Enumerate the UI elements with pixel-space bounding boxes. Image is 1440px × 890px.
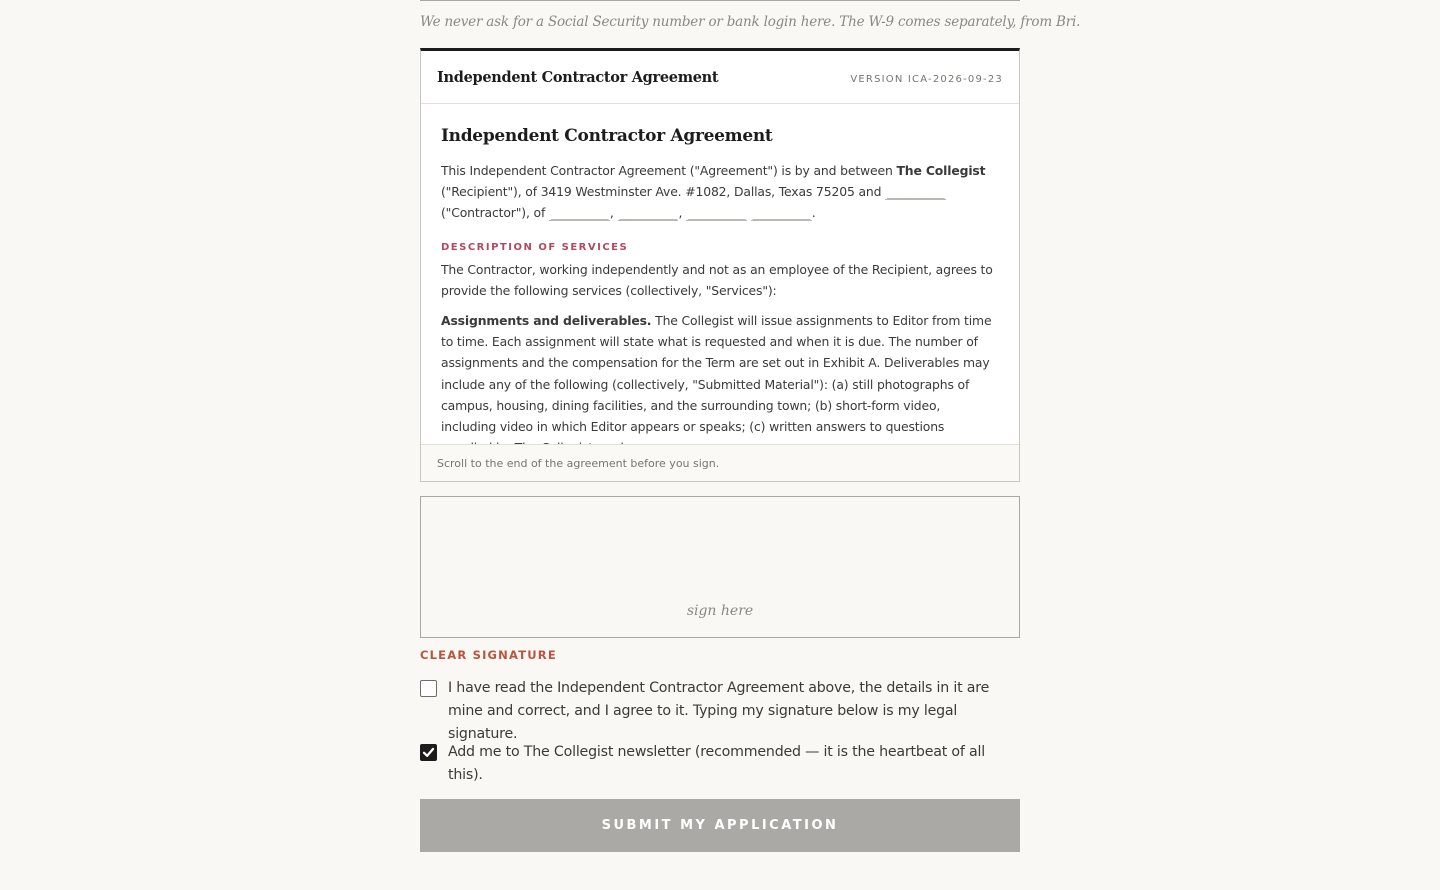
submit-application-button[interactable]: SUBMIT MY APPLICATION: [420, 799, 1020, 852]
scroll-instruction: Scroll to the end of the agreement before you sign.: [421, 444, 1019, 481]
assignments-heading: Assignments and deliverables.: [441, 313, 652, 329]
agreement-intro: This Independent Contractor Agreement ("Agreement") is by and between The Collegist ("Recipient"), of 3419 Westminster Ave. #1082, Dallas, Texas 75205 and __________ ("Contractor"), of __________ , __________ , __________ __________ .: [441, 163, 986, 221]
city-blank: __________: [619, 205, 677, 221]
zip-blank: __________: [752, 205, 810, 221]
agreement-header-title: Independent Contractor Agreement: [437, 68, 719, 86]
address-blank: __________: [550, 205, 608, 221]
checkmark-icon: [422, 746, 435, 759]
newsletter-label[interactable]: Add me to The Collegist newsletter (recommended — it is the heartbeat of all this).: [448, 744, 985, 783]
clear-signature-button[interactable]: CLEAR SIGNATURE: [420, 648, 557, 662]
newsletter-row[interactable]: [420, 741, 1020, 787]
assignments-paragraph: Assignments and deliverables. The Collegist will issue assignments to Editor from time to time. Each assignment will state what is requested and when it is due. The number of assignments and the compensation for the Term are set out in Exhibit A. Deliverables may include any of the following (collectively, "Submitted Material"): (a) still photographs of campus, housing, dining facilities, and the surrounding town; (b) short-form video, including video in which Editor appears or speaks; (c) written answers to questions: [441, 313, 992, 435]
top-divider: [420, 0, 1020, 1]
consent-checkbox[interactable]: [420, 680, 437, 697]
agreement-version: VERSION ICA-2026-09-23: [850, 73, 1003, 85]
privacy-note: We never ask for a Social Security number or bank login here. The W-9 comes separately, from Bri.: [420, 14, 1081, 30]
services-intro: The Contractor, working independently and not as an employee of the Recipient, agrees to provide the following services (collectively, "Services"):: [441, 261, 993, 298]
newsletter-checkbox[interactable]: [420, 744, 437, 761]
agreement-scroll-area[interactable]: [421, 104, 1019, 444]
document-title: Independent Contractor Agreement: [441, 126, 773, 146]
signature-pad[interactable]: [420, 496, 1020, 638]
recipient-name: The Collegist: [896, 163, 986, 178]
consent-row[interactable]: [420, 677, 1020, 746]
signature-hint: sign here: [686, 603, 754, 619]
section-heading: DESCRIPTION OF SERVICES: [441, 241, 629, 253]
agreement-card: [420, 48, 1020, 482]
contractor-name-blank: __________: [887, 184, 945, 200]
agreement-header: [421, 51, 1019, 104]
state-blank: __________: [688, 205, 745, 221]
consent-label[interactable]: I have read the Independent Contractor Agreement above, the details in it are mine and correct, and I agree to it. Typing my signature below is my legal signature.: [448, 680, 990, 742]
